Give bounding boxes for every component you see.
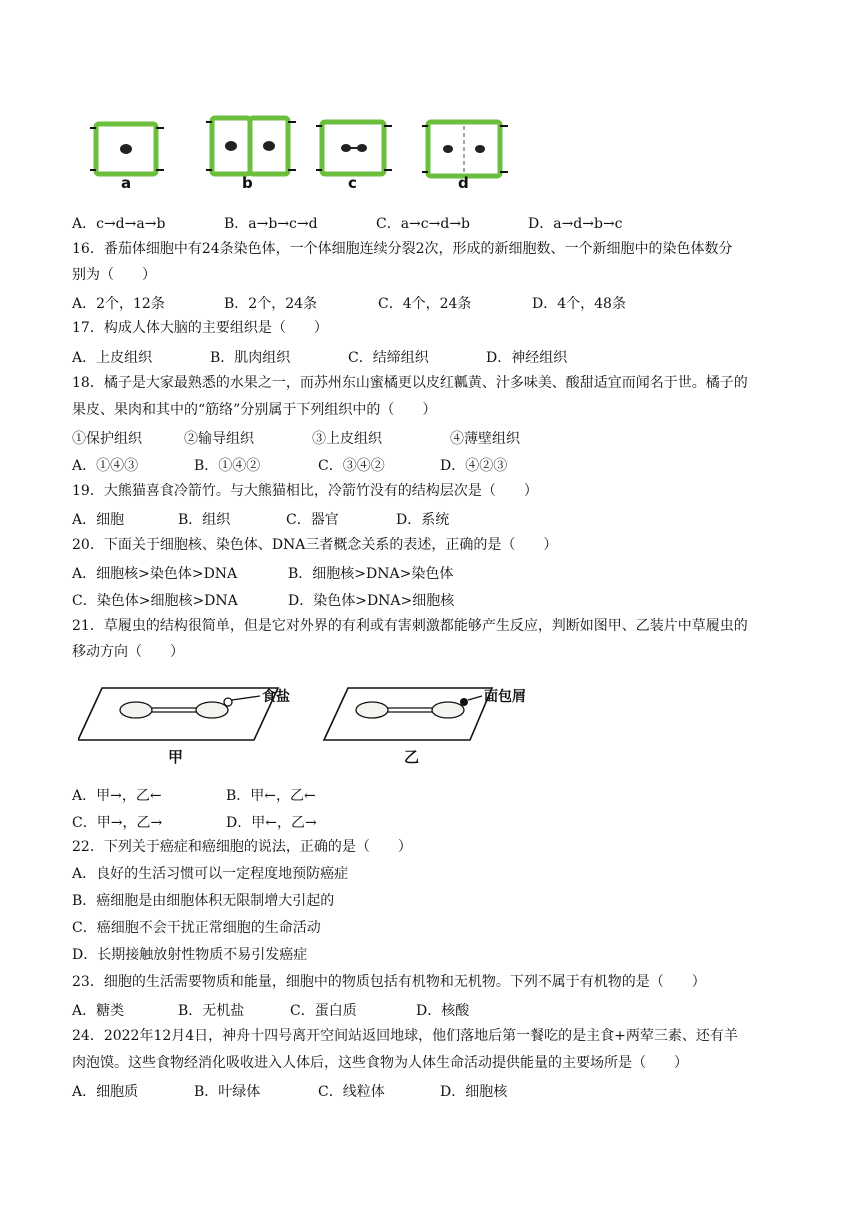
q21-option-a[interactable]: A．甲→，乙← [72, 788, 162, 804]
q17-option-b[interactable]: B．肌肉组织 [210, 350, 291, 366]
q22-stem: 22．下列关于癌症和癌细胞的说法，正确的是（ ） [72, 839, 412, 855]
q18-item-4: ④薄壁组织 [450, 431, 520, 447]
q21-stem-line2: 移动方向（ ） [72, 644, 184, 660]
q18-stem-line2: 果皮、果肉和其中的“筋络”分别属于下列组织中的（ ） [72, 402, 437, 418]
q20-option-a[interactable]: A．细胞核>染色体>DNA [72, 566, 238, 582]
q19-option-b[interactable]: B．组织 [178, 512, 231, 528]
q15-option-d[interactable]: D．a→d→b→c [528, 216, 623, 232]
q18-option-a[interactable]: A．①④③ [72, 458, 139, 474]
q22-option-d[interactable]: D．长期接触放射性物质不易引发癌症 [72, 947, 308, 963]
q20-option-d[interactable]: D．染色体>DNA>细胞核 [288, 593, 455, 609]
q22-option-c[interactable]: C．癌细胞不会干扰正常细胞的生命活动 [72, 920, 321, 936]
q21-tag-salt: 食盐 [262, 689, 290, 705]
q24-stem-line1: 24．2022年12月4日，神舟十四号离开空间站返回地球，他们落地后第一餐吃的是主食+两荤三素、还有羊 [72, 1028, 738, 1044]
q18-item-1: ①保护组织 [72, 431, 142, 447]
q15-option-c[interactable]: C．a→c→d→b [376, 216, 471, 232]
figure1-label-c: c [348, 174, 357, 192]
q15-option-a[interactable]: A．c→d→a→b [72, 216, 166, 232]
q21-caption-jia: 甲 [168, 748, 184, 766]
q21-option-b[interactable]: B．甲←，乙← [226, 788, 316, 804]
q23-option-c[interactable]: C．蛋白质 [290, 1003, 357, 1019]
q23-option-b[interactable]: B．无机盐 [178, 1003, 245, 1019]
q24-option-b[interactable]: B．叶绿体 [194, 1084, 261, 1100]
salt-drop [224, 698, 232, 706]
q18-option-d[interactable]: D．④②③ [440, 458, 508, 474]
paramecium-figure [78, 682, 508, 770]
bread-crumb [460, 698, 468, 706]
q18-stem-line1: 18．橘子是大家最熟悉的水果之一，而苏州东山蜜橘更以皮红瓤黄、汁多味美、酸甜适宜而闻名于世。橘子的 [72, 375, 748, 391]
q19-option-a[interactable]: A．细胞 [72, 512, 125, 528]
q22-option-a[interactable]: A．良好的生活习惯可以一定程度地预防癌症 [72, 866, 349, 882]
q17-option-a[interactable]: A．上皮组织 [72, 350, 153, 366]
q22-option-b[interactable]: B．癌细胞是由细胞体积无限制增大引起的 [72, 893, 335, 909]
q18-item-3: ③上皮组织 [312, 431, 382, 447]
q18-option-c[interactable]: C．③④② [318, 458, 385, 474]
q19-option-d[interactable]: D．系统 [396, 512, 450, 528]
q24-option-c[interactable]: C．线粒体 [318, 1084, 385, 1100]
q16-stem-line1: 16．番茄体细胞中有24条染色体，一个体细胞连续分裂2次，形成的新细胞数、一个新细胞中的染色体数分 [72, 241, 733, 257]
q20-stem: 20．下面关于细胞核、染色体、DNA三者概念关系的表述，正确的是（ ） [72, 537, 558, 553]
q24-option-d[interactable]: D．细胞核 [440, 1084, 508, 1100]
q17-option-c[interactable]: C．结缔组织 [348, 350, 429, 366]
q24-option-a[interactable]: A．细胞质 [72, 1084, 139, 1100]
q18-item-2: ②输导组织 [184, 431, 254, 447]
q23-stem: 23．细胞的生活需要物质和能量，细胞中的物质包括有机物和无机物。下列不属于有机物的是（ ） [72, 974, 706, 990]
q23-option-a[interactable]: A．糖类 [72, 1003, 125, 1019]
q16-option-a[interactable]: A．2个，12条 [72, 296, 165, 312]
figure1-label-d: d [458, 174, 469, 192]
q21-stem-line1: 21．草履虫的结构很简单，但是它对外界的有利或有害刺激都能够产生反应，判断如图甲、乙装片中草履虫的 [72, 618, 748, 634]
q21-option-c[interactable]: C．甲→，乙→ [72, 815, 163, 831]
q16-option-b[interactable]: B．2个，24条 [224, 296, 318, 312]
q16-option-c[interactable]: C．4个，24条 [378, 296, 472, 312]
q17-option-d[interactable]: D．神经组织 [486, 350, 568, 366]
q21-option-d[interactable]: D．甲←，乙→ [226, 815, 317, 831]
figure1-label-a: a [121, 174, 132, 192]
q18-option-b[interactable]: B．①④② [194, 458, 261, 474]
q16-option-d[interactable]: D．4个，48条 [532, 296, 626, 312]
q21-tag-bread: 面包屑 [484, 689, 526, 705]
q21-caption-yi: 乙 [404, 748, 420, 766]
q24-stem-line2: 肉泡馍。这些食物经消化吸收进入人体后，这些食物为人体生命活动提供能量的主要场所是（ ） [72, 1055, 688, 1071]
q20-option-c[interactable]: C．染色体>细胞核>DNA [72, 593, 238, 609]
q20-option-b[interactable]: B．细胞核>DNA>染色体 [288, 566, 454, 582]
q23-option-d[interactable]: D．核酸 [416, 1003, 470, 1019]
q16-stem-line2: 别为（ ） [72, 267, 156, 283]
q19-stem: 19．大熊猫喜食冷箭竹。与大熊猫相比，冷箭竹没有的结构层次是（ ） [72, 483, 538, 499]
figure1-label-b: b [242, 174, 253, 192]
q19-option-c[interactable]: C．器官 [286, 512, 339, 528]
q17-stem: 17．构成人体大脑的主要组织是（ ） [72, 320, 328, 336]
q15-option-b[interactable]: B．a→b→c→d [224, 216, 318, 232]
